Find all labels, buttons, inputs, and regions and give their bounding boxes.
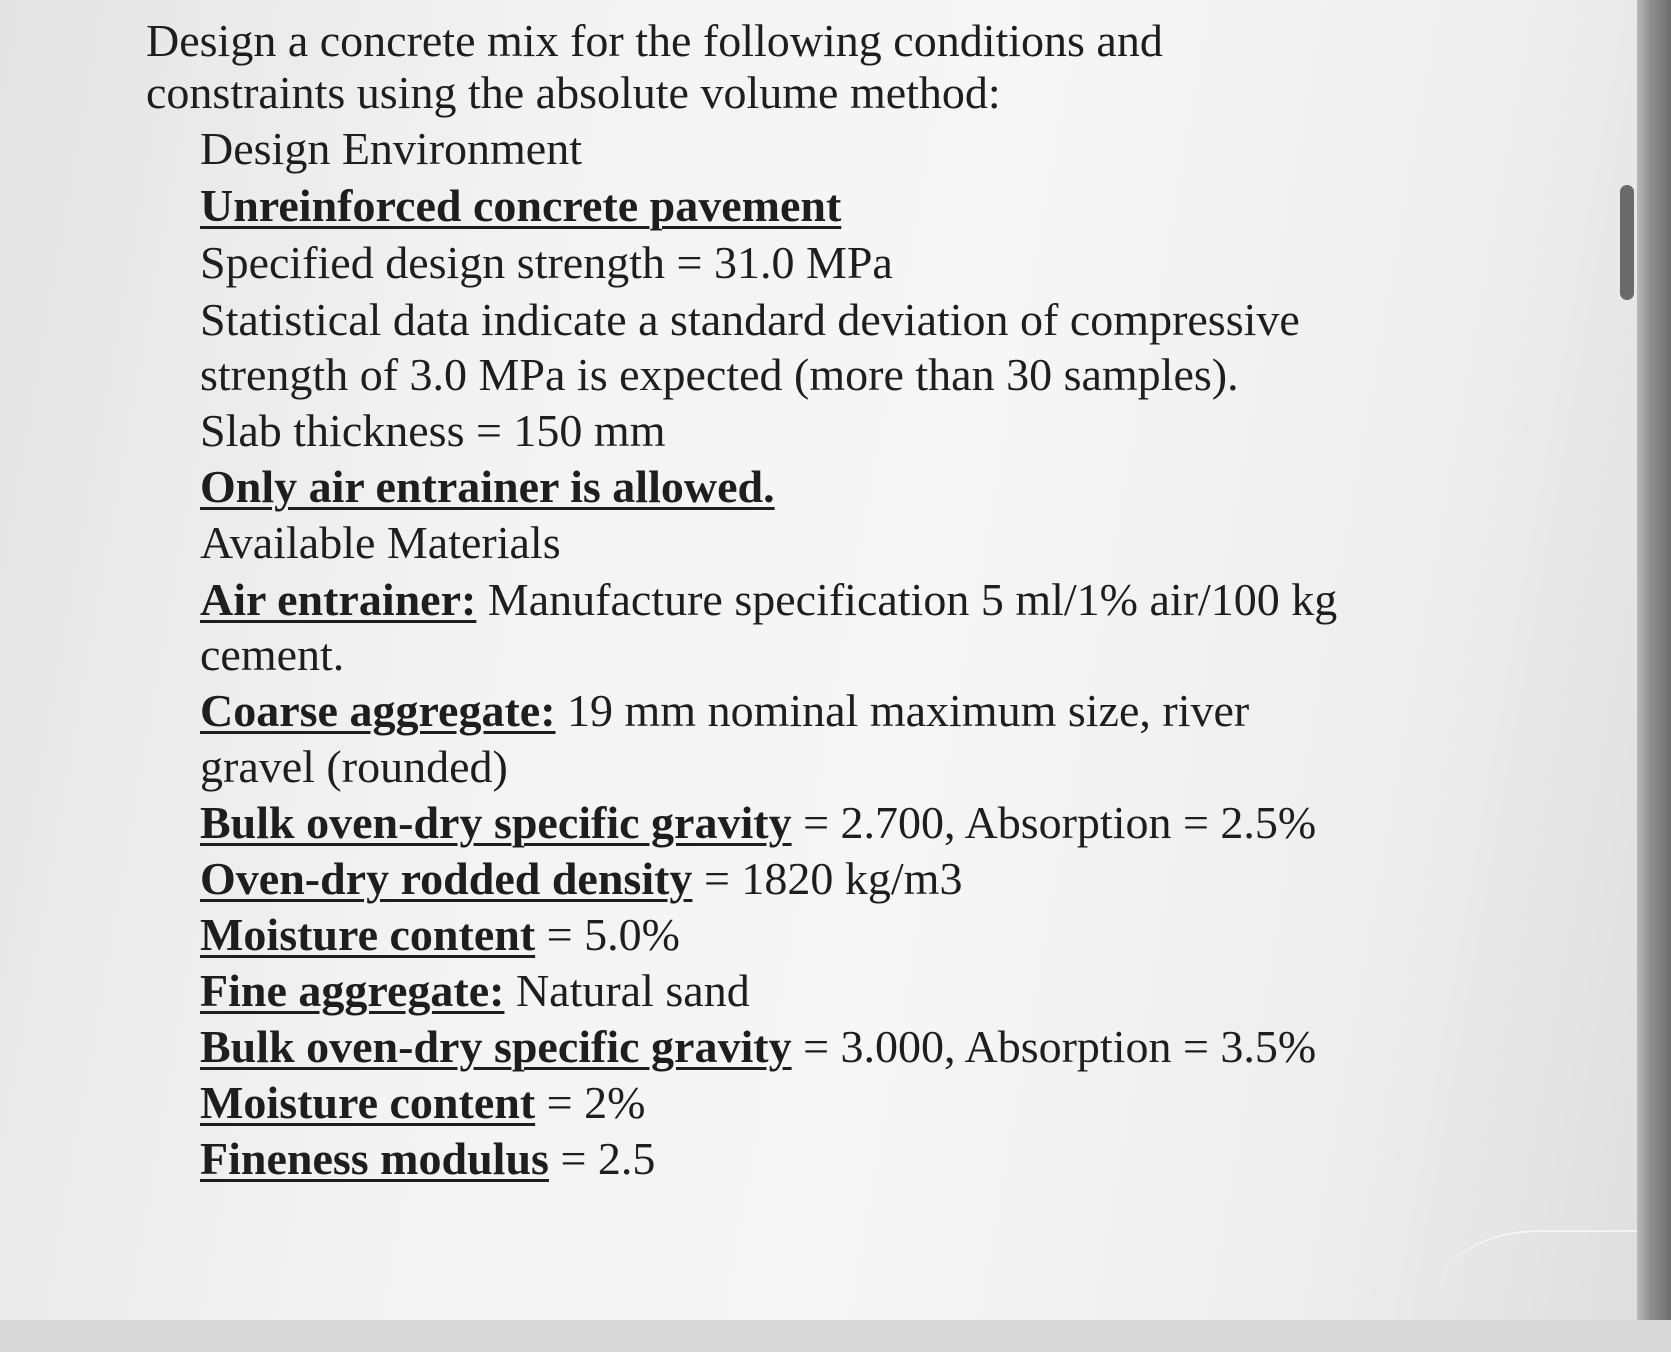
fine-aggregate-line xyxy=(200,962,750,1020)
fine-specific-gravity-value: = 3.000, Absorption = 3.5% xyxy=(791,1021,1317,1072)
screen-glare xyxy=(1440,1230,1640,1352)
coarse-aggregate-line xyxy=(200,682,1249,740)
fine-specific-gravity-label: Bulk oven-dry specific gravity xyxy=(200,1021,792,1072)
fineness-modulus-line xyxy=(200,1130,655,1188)
intro-line-2: constraints using the absolute volume method: xyxy=(146,67,1001,118)
slab-thickness: Slab thickness = 150 mm xyxy=(200,405,666,456)
admixture-note: Only air entrainer is allowed. xyxy=(200,461,775,512)
fineness-modulus-value: = 2.5 xyxy=(548,1133,656,1184)
air-entrainer-text: Manufacture specification 5 ml/1% air/100 kg xyxy=(476,574,1338,625)
design-strength: Specified design strength = 31.0 MPa xyxy=(200,237,893,288)
fine-moisture-value: = 2% xyxy=(535,1077,646,1128)
coarse-moisture-label: Moisture content xyxy=(200,909,536,960)
fine-aggregate-text: Natural sand xyxy=(504,965,750,1016)
statistical-data-line-2: strength of 3.0 MPa is expected (more than 30 samples). xyxy=(200,349,1239,400)
pavement-type: Unreinforced concrete pavement xyxy=(200,180,842,231)
air-entrainer-line xyxy=(200,571,1337,629)
intro-line-1: Design a concrete mix for the following conditions and xyxy=(146,15,1163,66)
coarse-specific-gravity-label: Bulk oven-dry specific gravity xyxy=(200,797,792,848)
air-entrainer-label: Air entrainer: xyxy=(200,574,477,625)
device-bezel xyxy=(1637,0,1671,1320)
coarse-aggregate-label: Coarse aggregate: xyxy=(200,685,556,736)
coarse-rodded-density-label: Oven-dry rodded density xyxy=(200,853,693,904)
coarse-specific-gravity-line xyxy=(200,794,1316,852)
scrollbar-thumb[interactable] xyxy=(1620,185,1634,300)
statistical-data-line-1: Statistical data indicate a standard deviation of compressive xyxy=(200,294,1300,345)
fine-moisture-label: Moisture content xyxy=(200,1077,536,1128)
fineness-modulus-label: Fineness modulus xyxy=(200,1133,549,1184)
coarse-moisture-value: = 5.0% xyxy=(535,909,680,960)
coarse-rodded-density-line xyxy=(200,850,962,908)
coarse-moisture-line xyxy=(200,906,680,964)
fine-moisture-line xyxy=(200,1074,645,1132)
air-entrainer-text-cont: cement. xyxy=(200,629,345,680)
coarse-rodded-density-value: = 1820 kg/m3 xyxy=(692,853,963,904)
coarse-specific-gravity-value: = 2.700, Absorption = 2.5% xyxy=(791,797,1317,848)
coarse-aggregate-text: 19 mm nominal maximum size, river xyxy=(555,685,1250,736)
fine-aggregate-label: Fine aggregate: xyxy=(200,965,505,1016)
fine-specific-gravity-line xyxy=(200,1018,1316,1076)
coarse-aggregate-text-cont: gravel (rounded) xyxy=(200,741,508,792)
design-environment-heading: Design Environment xyxy=(200,123,582,174)
available-materials-heading: Available Materials xyxy=(200,517,561,568)
